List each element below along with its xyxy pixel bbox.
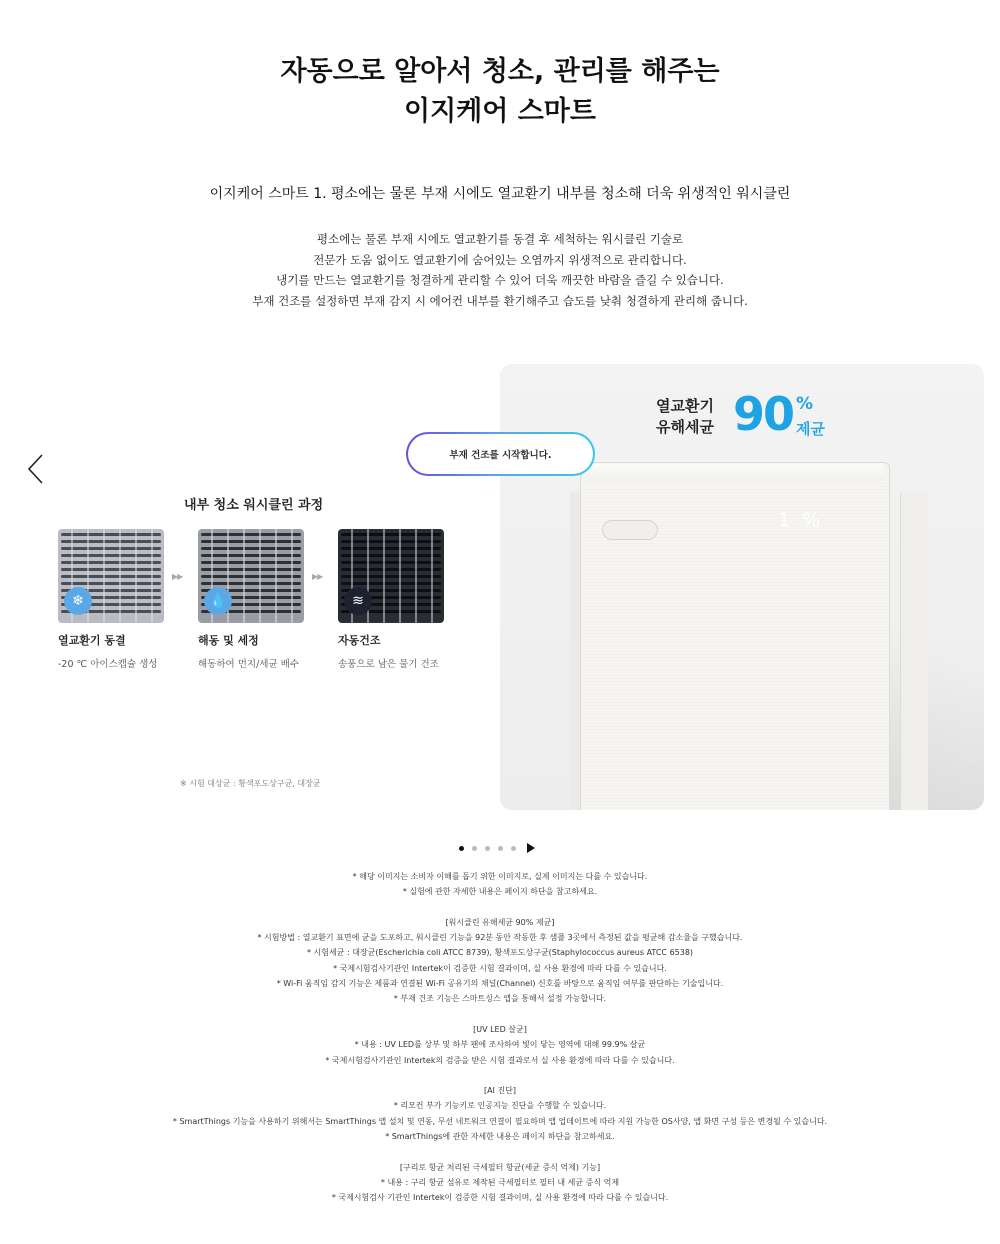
note-line: * SmartThings 기능을 사용하기 위해서는 SmartThings 앱 설치 및 연동, 무선 네트워크 연결이 필요하며 앱 업데이트에 따라 지원 가능한 OS사양, 앱 화면 구성 등은 변경될 수 있습니다. xyxy=(172,1116,828,1126)
note-line: * 내용 : 구리 항균 섬유로 제작된 극세필터로 필터 내 세균 증식 억제 xyxy=(380,1177,620,1187)
step-separator: ▶▶ xyxy=(312,572,323,581)
wind-icon: ≋ xyxy=(344,587,372,615)
note-heading: [워시클린 유해세균 90% 제균] xyxy=(445,917,555,927)
note-line: * 해당 이미지는 소비자 이해를 돕기 위한 이미지로, 실제 이미지는 다를 수 있습니다. xyxy=(352,872,648,881)
note-heading: [AI 진단] xyxy=(483,1086,517,1096)
carousel-pagination xyxy=(459,843,535,853)
aircon-display-slot xyxy=(602,520,658,540)
stat-unit-label: 제균 xyxy=(796,420,825,438)
water-drop-icon: 💧 xyxy=(204,587,232,615)
step-title: 해동 및 세정 xyxy=(198,634,259,647)
play-icon[interactable] xyxy=(527,843,535,853)
stat-label-line1: 열교환기 xyxy=(656,397,714,415)
description-line: 평소에는 물론 부재 시에도 열교환기를 동결 후 세척하는 워시클린 기술로 xyxy=(316,232,684,246)
step-subtitle: -20 ℃ 아이스캡슐 생성 xyxy=(58,659,158,670)
description-line: 전문가 도움 없이도 열교환기에 숨어있는 오염까지 위생적으로 관리합니다. xyxy=(313,252,687,267)
process-title: 내부 청소 워시클린 과정 xyxy=(184,498,324,513)
step-subtitle: 해동하여 먼지/세균 배수 xyxy=(198,659,300,670)
note-heading: [구리로 항균 처리된 극세필터 항균(세균 증식 억제) 기능] xyxy=(399,1162,601,1172)
disclaimer-notes xyxy=(0,869,1000,1206)
carousel-dot-1[interactable] xyxy=(459,846,464,851)
step-separator: ▶▶ xyxy=(172,572,183,581)
step-subtitle: 송풍으로 남은 물기 건조 xyxy=(338,659,439,670)
note-line: * Wi-Fi 움직임 감지 기능은 제품과 연결된 Wi-Fi 공유기의 채널(Channel) 신호를 바탕으로 움직임 여부를 판단하는 기술입니다. xyxy=(276,979,724,989)
status-message-pill xyxy=(406,432,595,476)
note-line: * 실험에 관한 자세한 내용은 페이지 하단을 참고하세요. xyxy=(402,887,598,897)
chevron-left-icon xyxy=(22,452,52,486)
stat-unit-percent: % xyxy=(796,394,814,414)
note-line: * 국제시험검사기관인 Intertek의 검증을 받은 시험 결과로서 실 사용 환경에 따라 다를 수 있습니다. xyxy=(325,1055,675,1065)
note-line: * 부재 건조 기능은 스마트싱스 앱을 통해서 설정 가능합니다. xyxy=(393,994,607,1004)
carousel-prev-button[interactable] xyxy=(22,452,52,486)
aircon-top xyxy=(586,464,884,482)
headline-line2: 이지케어 스마트 xyxy=(404,96,596,127)
process-step-dry xyxy=(338,529,448,670)
section-subhead: 이지케어 스마트 1. 평소에는 물론 부재 시에도 열교환기 내부를 청소해 더욱 위생적인 워시클린 xyxy=(209,186,791,202)
stat-label-line2: 유해세균 xyxy=(656,418,714,436)
headline-line1: 자동으로 알아서 청소, 관리를 해주는 xyxy=(280,56,720,87)
test-target-note: ※ 시험 대상균 : 황색포도상구균, 대장균 xyxy=(180,779,321,788)
heat-exchanger-frozen-image xyxy=(58,529,164,623)
section-description xyxy=(0,229,1000,311)
note-line: * 국제시험검사기관인 Intertek이 검증한 시험 결과이며, 실 사용 환경에 따라 다를 수 있습니다. xyxy=(333,963,667,973)
aircon-unit xyxy=(580,462,890,810)
process-step-wash xyxy=(198,529,308,670)
description-line: 부재 건조를 설정하면 부재 감지 시 에어컨 내부를 환기해주고 습도를 낮춰 청결하게 관리해 줍니다. xyxy=(252,293,748,308)
note-line: * SmartThings에 관한 자세한 내용은 페이지 하단을 참고하세요. xyxy=(385,1132,615,1142)
headline xyxy=(0,52,1000,132)
step-title: 자동건조 xyxy=(338,634,381,647)
status-message-text: 부재 건조를 시작합니다. xyxy=(408,434,593,474)
carousel-dot-4[interactable] xyxy=(498,846,503,851)
note-line: * 시험세균 : 대장균(Escherichia coli ATCC 8739), 황색포도상구균(Staphylococcus aureus ATCC 6538) xyxy=(306,948,694,958)
carousel-dot-5[interactable] xyxy=(511,846,516,851)
note-heading: [UV LED 살균] xyxy=(473,1024,527,1034)
note-line: * 국제시험검사 기관인 Intertek이 검증한 시험 결과이며, 실 사용 환경에 따라 다를 수 있습니다. xyxy=(331,1193,669,1203)
heat-exchanger-wash-image xyxy=(198,529,304,623)
step-title: 열교환기 동결 xyxy=(58,634,126,647)
snowflake-icon: ❄ xyxy=(64,587,92,615)
aircon-right-panel xyxy=(900,493,928,810)
note-line: * 리모컨 부가 기능키로 인공지능 진단을 수행할 수 있습니다. xyxy=(393,1101,607,1111)
aircon-display-text: 1 % xyxy=(778,509,824,531)
note-line: * 시험방법 : 열교환기 표면에 균을 도포하고, 워시클린 기능을 92분 동안 작동한 후 샘플 3곳에서 측정된 값을 평균해 감소율을 구했습니다. xyxy=(257,933,743,943)
description-line: 냉기를 만드는 열교환기를 청결하게 관리할 수 있어 더욱 깨끗한 바람을 즐길 수 있습니다. xyxy=(276,273,724,287)
carousel-dot-3[interactable] xyxy=(485,846,490,851)
stat-label xyxy=(656,396,714,438)
process-step-freeze xyxy=(58,529,168,670)
note-line: * 내용 : UV LED를 상부 및 하부 팬에 조사하여 빛이 닿는 영역에 대해 99.9% 살균 xyxy=(354,1040,646,1050)
carousel-dot-2[interactable] xyxy=(472,846,477,851)
product-panel xyxy=(500,364,984,810)
stat-value: 90 xyxy=(733,387,794,441)
heat-exchanger-dry-image xyxy=(338,529,444,623)
